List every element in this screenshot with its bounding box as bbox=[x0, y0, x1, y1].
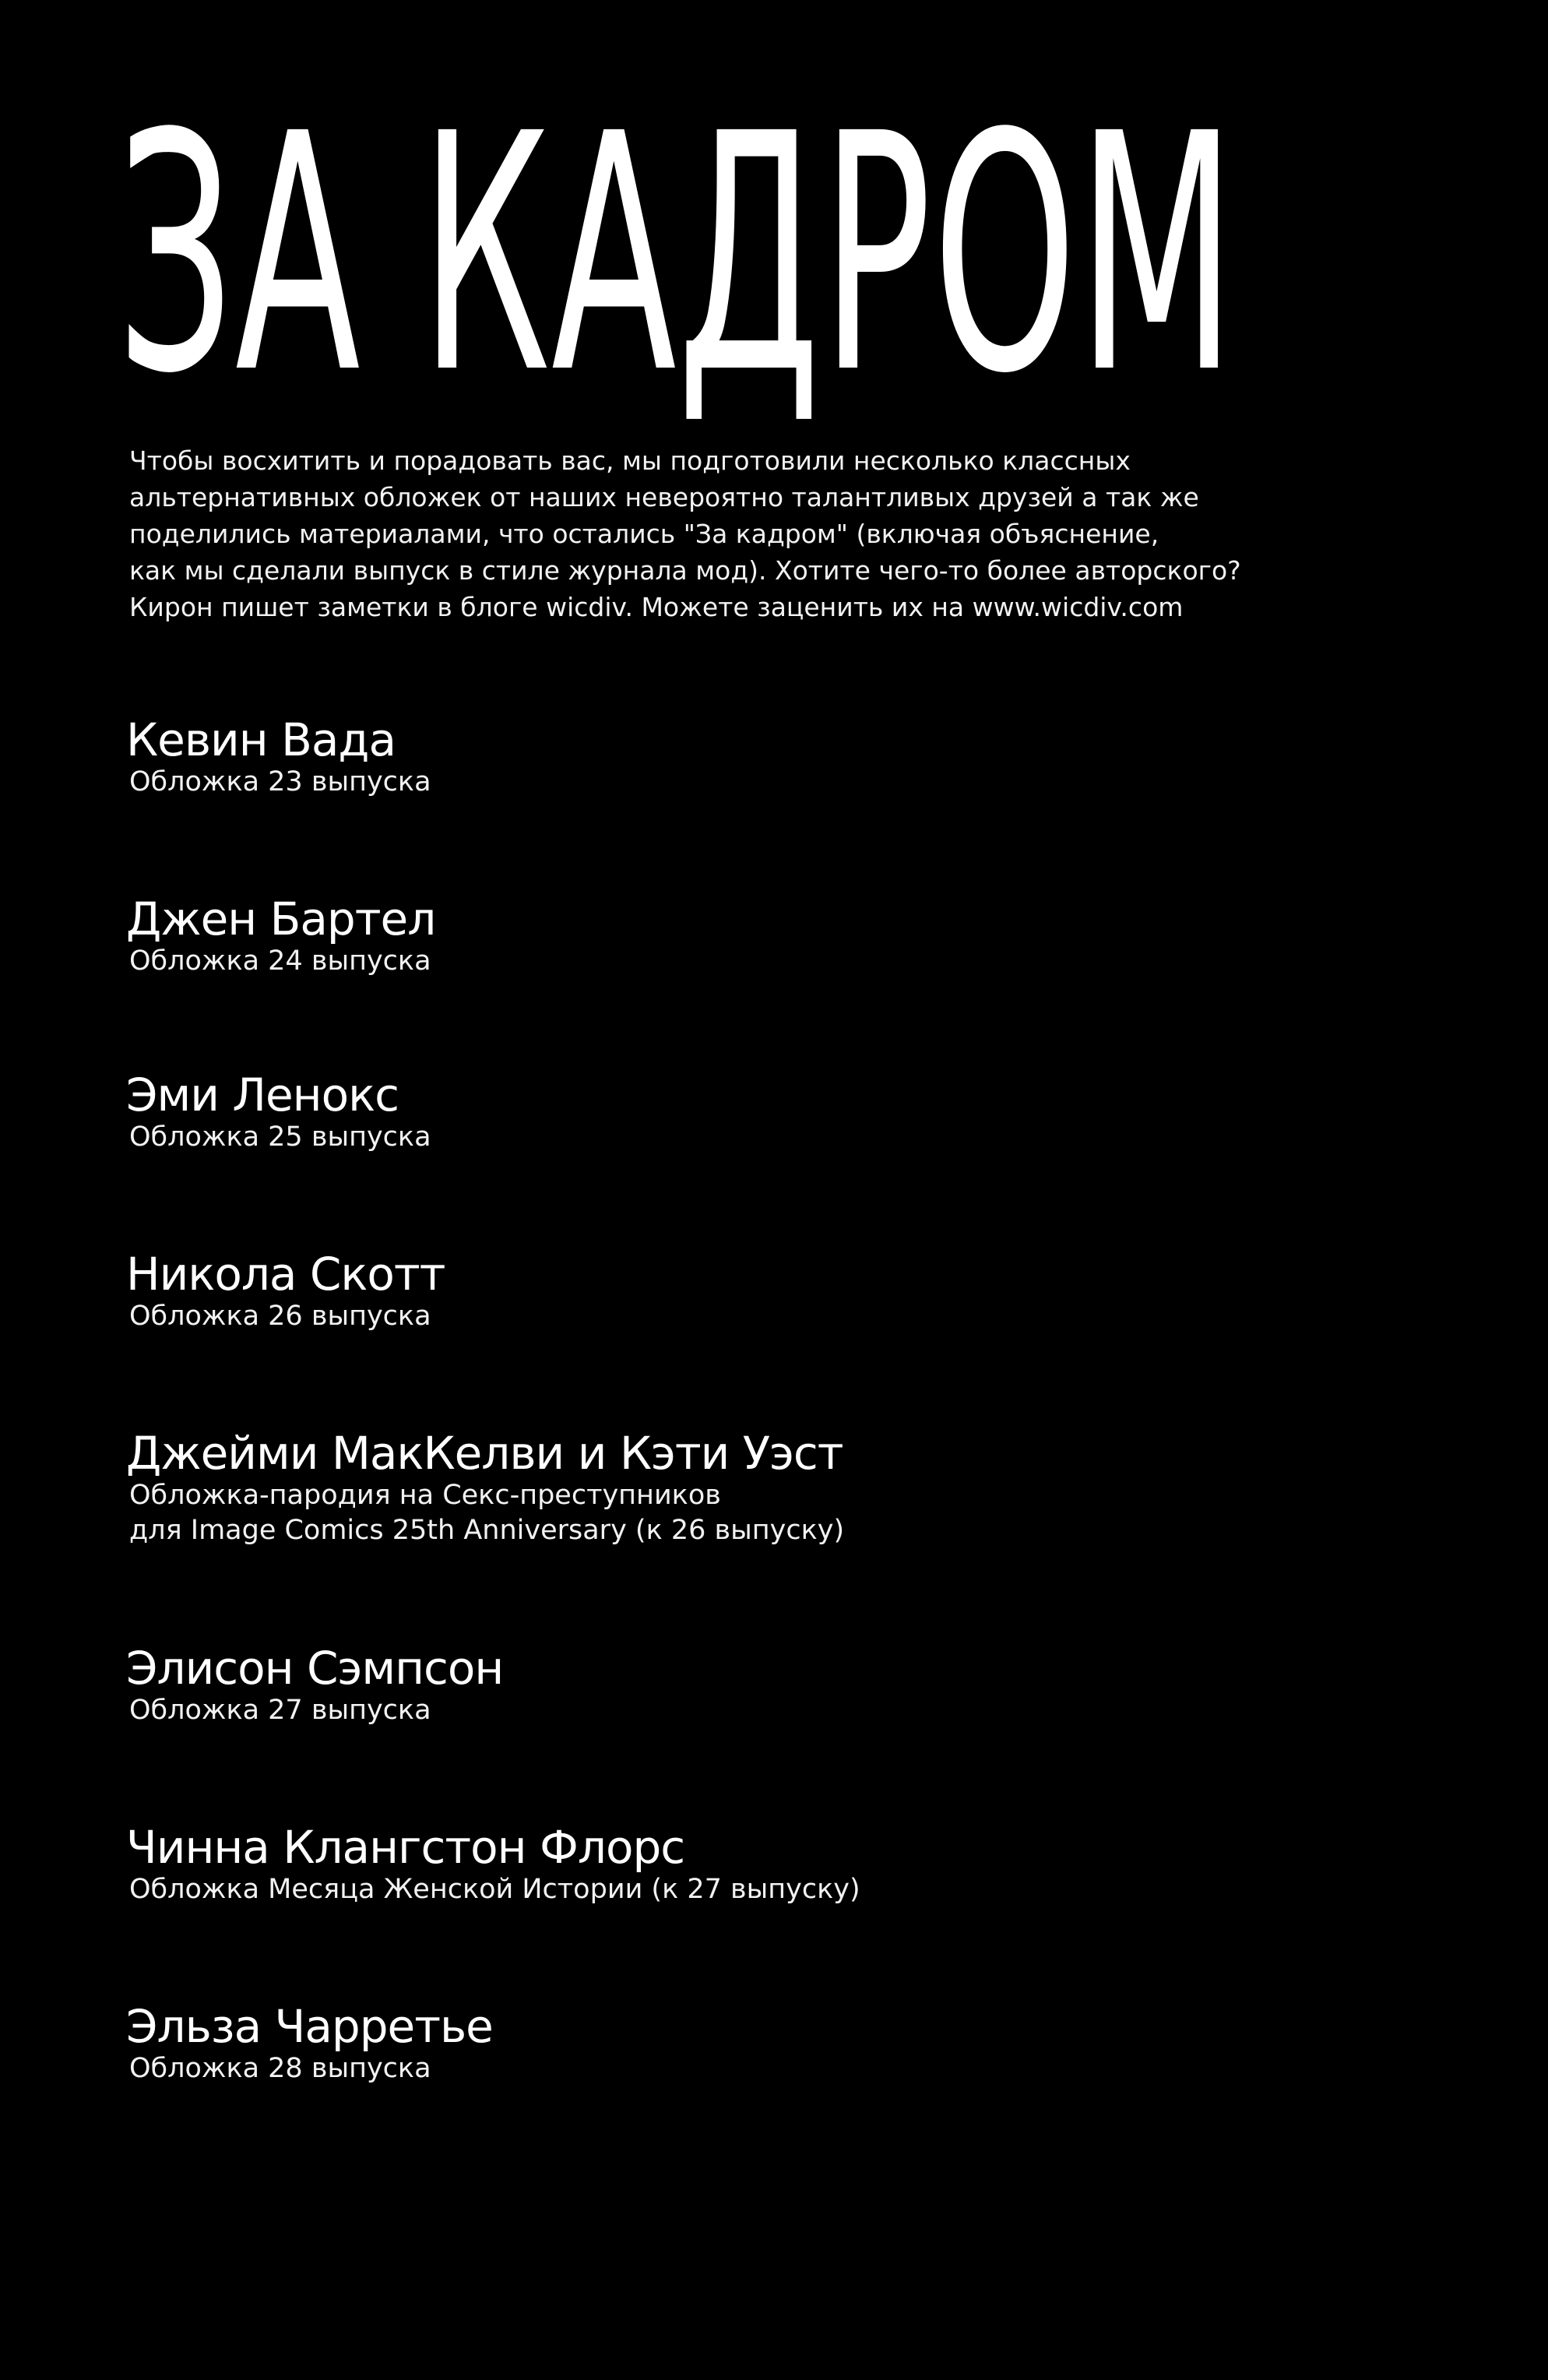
credit-description: Обложка 28 выпуска bbox=[129, 2053, 431, 2084]
credit-artist-name: Никола Скотт bbox=[126, 1248, 445, 1301]
credit-description: Обложка 23 выпуска bbox=[129, 766, 431, 797]
credit-item bbox=[126, 2002, 1450, 2086]
credit-artist-name: Кевин Вада bbox=[126, 713, 396, 766]
credit-description: Обложка Месяца Женской Истории (к 27 выпуску) bbox=[129, 1874, 860, 1905]
credit-artist-name: Элисон Сэмпсон bbox=[126, 1642, 504, 1695]
credit-item bbox=[126, 1070, 1450, 1155]
credit-artist-name: Джен Бартел bbox=[126, 892, 436, 945]
credit-description: Обложка 25 выпуска bbox=[129, 1121, 431, 1153]
credit-item bbox=[126, 715, 1450, 800]
credit-artist-name: Эми Ленокс bbox=[126, 1069, 399, 1121]
credit-description: Обложка 24 выпуска bbox=[129, 945, 431, 977]
intro-line: Чтобы восхитить и порадовать вас, мы подготовили несколько классных bbox=[129, 445, 1131, 476]
credit-artist-name: Эльза Чарретье bbox=[126, 2000, 493, 2053]
intro-line: поделились материалами, что остались "За кадром" (включая объяснение, bbox=[129, 519, 1159, 549]
intro-line: альтернативных обложек от наших невероятно талантливых друзей а так же bbox=[129, 482, 1199, 512]
credit-description: Обложка 26 выпуска bbox=[129, 1301, 431, 1332]
credit-artist-name: Чинна Клангстон Флорс bbox=[126, 1821, 685, 1874]
intro-line: Кирон пишет заметки в блоге wicdiv. Можете заценить их на www.wicdiv.com bbox=[129, 592, 1184, 622]
credit-item bbox=[126, 1822, 1450, 1907]
credit-description: Обложка-пародия на Секс-преступников bbox=[129, 1480, 721, 1511]
page-title: ЗА КАДРОМ bbox=[117, 65, 1237, 445]
credit-artist-name: Джейми МакКелви и Кэти Уэст bbox=[126, 1427, 843, 1480]
credit-item bbox=[126, 1643, 1450, 1728]
intro-line: как мы сделали выпуск в стиле журнала мод). Хотите чего-то более авторского? bbox=[129, 555, 1241, 586]
credit-item bbox=[126, 894, 1450, 979]
credit-item bbox=[126, 1428, 1450, 1548]
credit-description: для Image Comics 25th Anniversary (к 26 выпуску) bbox=[129, 1515, 845, 1546]
credit-description: Обложка 27 выпуска bbox=[129, 1695, 431, 1726]
credit-item bbox=[126, 1249, 1450, 1334]
